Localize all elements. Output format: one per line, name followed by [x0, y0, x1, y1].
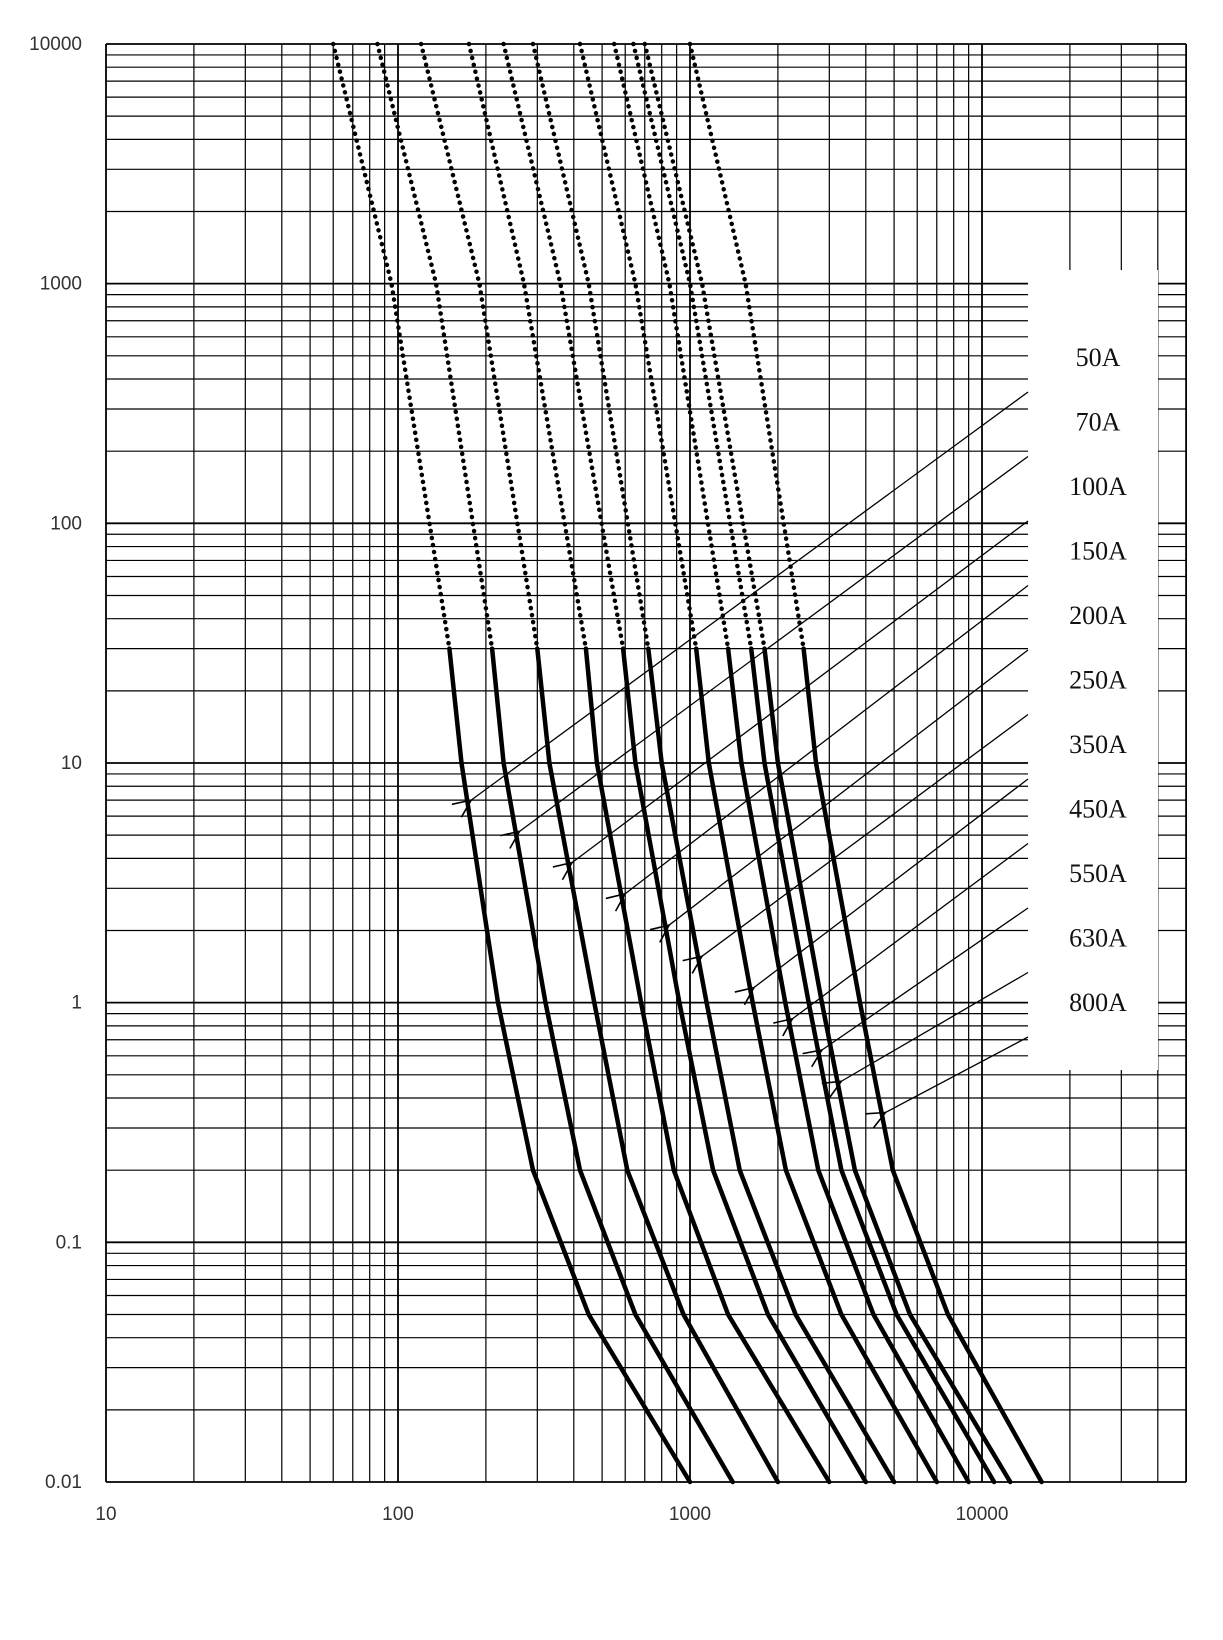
x-tick-label: 1000: [668, 1504, 712, 1525]
legend-label: 630A: [1069, 923, 1127, 953]
legend-label: 70A: [1075, 407, 1121, 437]
y-tick-label: 0.01: [45, 1472, 82, 1493]
legend-label: 450A: [1069, 794, 1127, 824]
legend-label: 250A: [1069, 665, 1127, 695]
y-tick-label: 1: [71, 992, 82, 1014]
y-tick-label: 1000: [39, 273, 82, 295]
x-tick-label: 10: [95, 1504, 117, 1525]
legend-label: 100A: [1069, 472, 1127, 501]
y-tick-label: 10000: [29, 33, 82, 55]
legend-label: 800A: [1069, 988, 1127, 1017]
y-tick-label: 10: [60, 752, 82, 774]
x-tick-label: 100: [382, 1504, 414, 1525]
x-tick-label: 10000: [955, 1504, 1009, 1525]
y-tick-label: 0.1: [55, 1232, 82, 1254]
legend-label: 350A: [1069, 730, 1127, 759]
legend-label: 550A: [1069, 859, 1127, 888]
y-tick-label: 100: [50, 513, 82, 535]
legend-label: 50A: [1075, 343, 1121, 372]
legend-label: 150A: [1069, 536, 1127, 566]
legend-label: 200A: [1069, 601, 1127, 630]
